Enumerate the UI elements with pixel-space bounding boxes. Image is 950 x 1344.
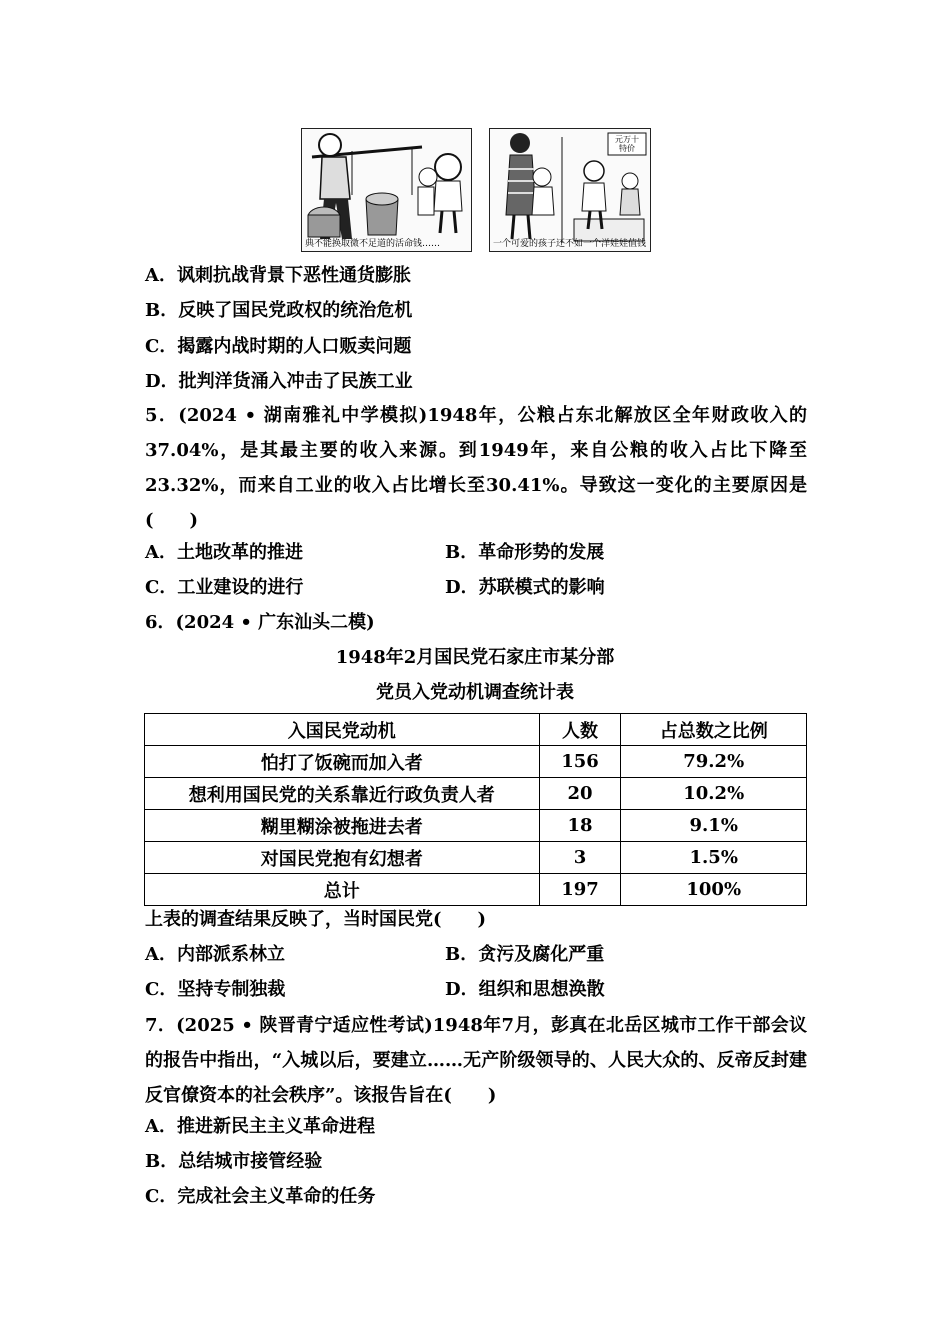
q6-option-c[interactable]: C．坚持专制独裁: [145, 979, 286, 1000]
q5-number: 5．: [145, 405, 179, 426]
table-row: [145, 810, 807, 842]
table-cell: 3: [539, 842, 621, 874]
q7-option-a[interactable]: A．推进新民主主义革命进程: [145, 1116, 375, 1137]
table-cell: 156: [539, 746, 621, 778]
q7-option-b[interactable]: B．总结城市接管经验: [145, 1151, 323, 1172]
q4-option-c[interactable]: C．揭露内战时期的人口贩卖问题: [145, 336, 412, 357]
q6-stem: 上表的调查结果反映了，当时国民党( ): [145, 909, 487, 930]
table-cell: 1.5%: [621, 842, 807, 874]
table-title-line2: 党员入党动机调查统计表: [376, 682, 574, 703]
table-cell: 9.1%: [621, 810, 807, 842]
table-cell: 10.2%: [621, 778, 807, 810]
table-cell: 18: [539, 810, 621, 842]
q5-option-c[interactable]: C．工业建设的进行: [145, 577, 304, 598]
column-header: 人数: [539, 714, 621, 746]
cartoon-caption: 典不能换取微不足道的活命钱……: [305, 239, 441, 249]
table-cell: 怕打了饭碗而加入者: [145, 746, 540, 778]
q6-option-a[interactable]: A．内部派系林立: [145, 944, 285, 965]
q5-option-d[interactable]: D．苏联模式的影响: [445, 577, 605, 598]
q4-option-a[interactable]: A．讽刺抗战背景下恶性通货膨胀: [145, 265, 411, 286]
q5-source: (2024 • 湖南雅礼中学模拟): [178, 405, 428, 426]
q7-option-c[interactable]: C．完成社会主义革命的任务: [145, 1186, 376, 1207]
table-header-row: [145, 714, 807, 746]
table-cell: 想利用国民党的关系靠近行政负责人者: [145, 778, 540, 810]
q6-option-b[interactable]: B．贪污及腐化严重: [445, 944, 605, 965]
q5-text: 1948年，公粮占东北解放区全年财政收入的37.04%，是其最主要的收入来源。到1949年，来自公粮的收入占比下降至23.32%，而来自工业的收入占比增长至30.41%。导致这一变化的主要原因是( ): [145, 405, 808, 531]
q7-text: 1948年7月，彭真在北岳区城市工作干部会议的报告中指出，“入城以后，要建立……无产阶级领导的、人民大众的、反帝反封建反官僚资本的社会秩序”。该报告旨在( ): [145, 1015, 808, 1106]
table-cell: 对国民党抱有幻想者: [145, 842, 540, 874]
table-cell: 20: [539, 778, 621, 810]
q4-option-b[interactable]: B．反映了国民党政权的统治危机: [145, 300, 413, 321]
survey-table: [144, 713, 807, 906]
q6-header: 6．(2024 • 广东汕头二模): [145, 612, 375, 633]
porter-cartoon-drawing: [302, 129, 471, 251]
cartoon-caption: 一个可爱的孩子还不如一个洋娃娃值钱: [493, 239, 647, 249]
table-cell: 100%: [621, 874, 807, 906]
q5-option-b[interactable]: B．革命形势的发展: [445, 542, 605, 563]
q7-source: (2025 • 陕晋青宁适应性考试): [176, 1015, 433, 1036]
q6-option-d[interactable]: D．组织和思想涣散: [445, 979, 605, 1000]
table-cell: 79.2%: [621, 746, 807, 778]
cartoon-right: [489, 128, 651, 252]
column-header: 入国民党动机: [145, 714, 540, 746]
table-cell: 197: [539, 874, 621, 906]
column-header: 占总数之比例: [621, 714, 807, 746]
q7-number: 7．: [145, 1015, 177, 1036]
table-row: [145, 778, 807, 810]
table-cell: 总计: [145, 874, 540, 906]
table-total-row: [145, 874, 807, 906]
table-row: [145, 746, 807, 778]
table-row: [145, 842, 807, 874]
table-cell: 糊里糊涂被拖进去者: [145, 810, 540, 842]
q5-option-a[interactable]: A．土地改革的推进: [145, 542, 303, 563]
q5-stem: [145, 398, 807, 538]
q7-stem: [145, 1008, 807, 1113]
table-title-line1: 1948年2月国民党石家庄市某分部: [335, 647, 615, 668]
q4-option-d[interactable]: D．批判洋货涌入冲击了民族工业: [145, 371, 413, 392]
price-sign: 元万十 特价: [615, 135, 639, 153]
cartoon-left: [301, 128, 472, 252]
